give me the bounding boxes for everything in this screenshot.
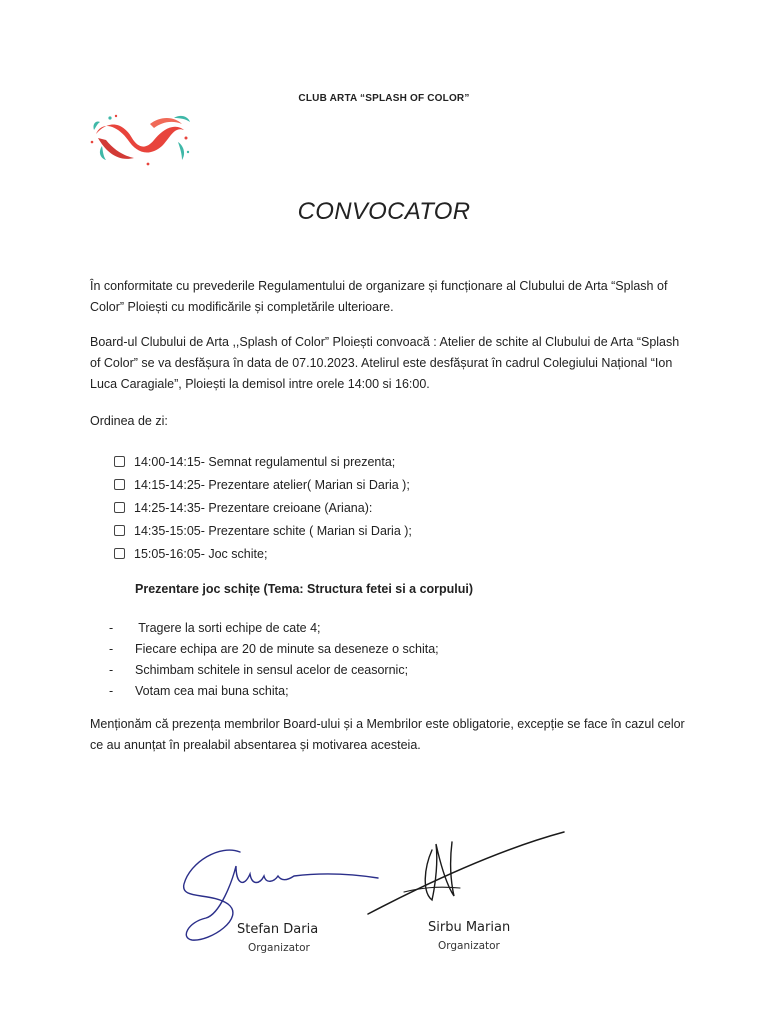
agenda-item: 14:35-15:05- Prezentare schite ( Marian si Daria ); <box>114 519 412 542</box>
closing-paragraph: Menționăm că prezența membrilor Board-ului și a Membrilor este obligatorie, excepție se face în cazul celor ce au anunțat în prealabil absentarea și motivarea acesteia. <box>90 717 685 752</box>
signatory-name: Sirbu Marian <box>428 920 511 935</box>
intro-paragraph: În conformitate cu prevederile Regulamentului de organizare și funcționare al Clubului de Arta “Splash of Color” Ploiești cu modificările și completările ulterioare. <box>90 279 668 314</box>
checkbox-icon <box>114 548 125 559</box>
list-item: - Tragere la sorti echipe de cate 4; <box>109 620 321 635</box>
agenda-item: 14:15-14:25- Prezentare atelier( Marian si Daria ); <box>114 473 412 496</box>
checkbox-icon <box>114 525 125 536</box>
game-subheading: Prezentare joc schițe (Tema: Structura fetei si a corpului) <box>135 582 474 596</box>
dash-marker: - <box>109 641 114 656</box>
dash-marker: - <box>109 683 114 698</box>
dash-marker: - <box>109 620 114 635</box>
document-title: CONVOCATOR <box>297 198 471 225</box>
paint-splash-logo-icon <box>88 112 194 172</box>
handwritten-signature-sirbu-marian <box>170 822 570 972</box>
agenda-item: 14:00-14:15- Semnat regulamentul si prezenta; <box>114 450 412 473</box>
checkbox-icon <box>114 479 125 490</box>
list-item: - Schimbam schitele in sensul acelor de ceasornic; <box>109 662 409 677</box>
checkbox-icon <box>114 502 125 513</box>
convocation-paragraph: Board-ul Clubului de Arta ,,Splash of Color” Ploiești convoacă : Atelier de schite al Clubului de Arta “Splash of Color” se va desfășura în data de 07.10.2023. Atelirul este desfășurat în cadrul Colegiului Național “Ion Luca Caragiale”, Ploiești la demisol intre orele 14:00 si 16:00. <box>90 335 680 391</box>
agenda-list <box>114 450 412 565</box>
list-item: - Fiecare echipa are 20 de minute sa deseneze o schita; <box>109 641 439 656</box>
signature-block <box>170 822 570 972</box>
list-item: - Votam cea mai buna schita; <box>109 683 289 698</box>
agenda-label: Ordinea de zi: <box>90 414 168 428</box>
signatory-role: Organizator <box>438 940 500 952</box>
agenda-item: 14:25-14:35- Prezentare creioane (Ariana): <box>114 496 412 519</box>
game-steps-list <box>109 617 439 701</box>
agenda-item: 15:05-16:05- Joc schite; <box>114 542 412 565</box>
signatory-name: Stefan Daria <box>237 922 319 937</box>
club-title: CLUB ARTA “SPLASH OF COLOR” <box>298 93 470 104</box>
signatory-role: Organizator <box>248 942 310 954</box>
dash-marker: - <box>109 662 114 677</box>
checkbox-icon <box>114 456 125 467</box>
